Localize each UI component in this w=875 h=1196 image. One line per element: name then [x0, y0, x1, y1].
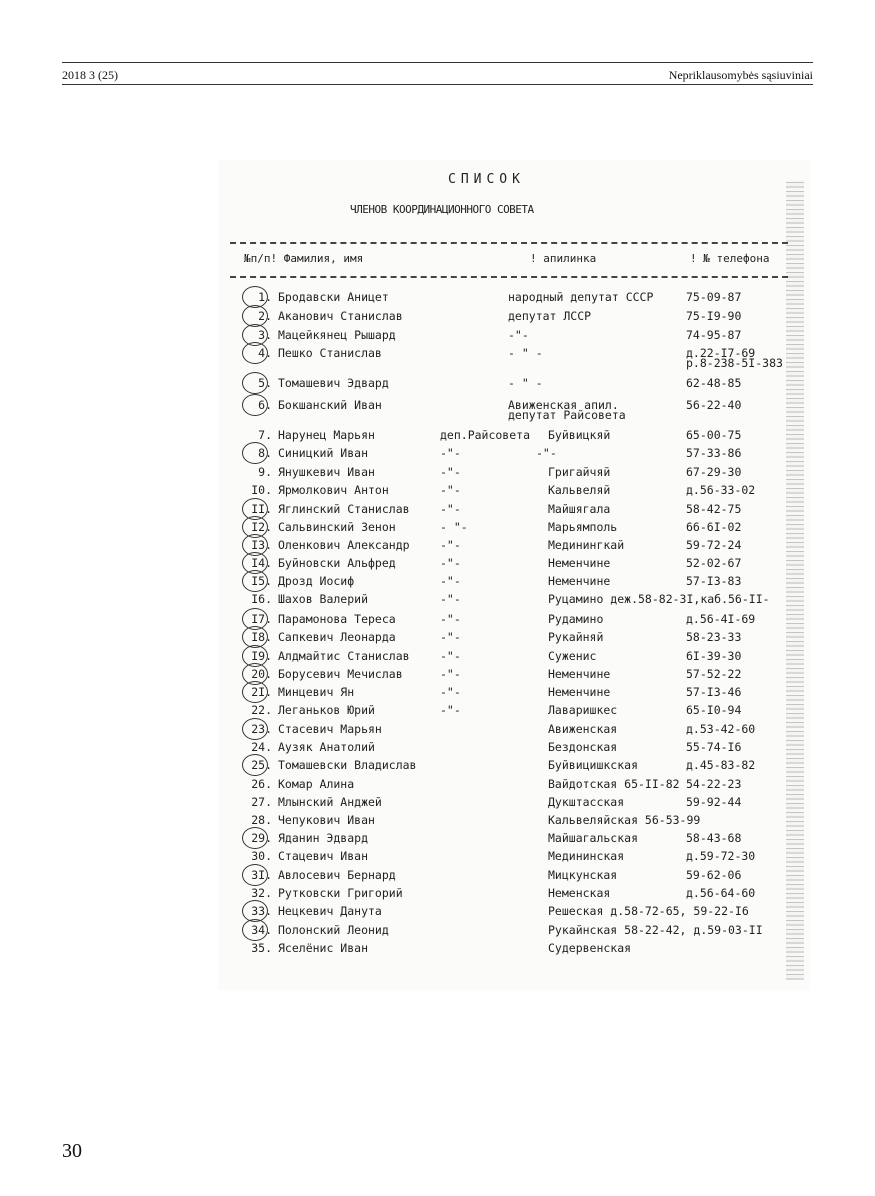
member-name: Яглинский Станислав	[278, 502, 410, 516]
member-name: Парамонова Тереса	[278, 612, 396, 626]
row-phone: 75-I9-90	[686, 309, 742, 323]
member-name: Ярмолкович Антон	[278, 483, 389, 497]
row-phone: д.22-I7-69	[686, 346, 756, 360]
member-name: Янушкевич Иван	[278, 465, 375, 479]
header-top-rule	[62, 62, 813, 63]
row-phone: 65-I0-94	[686, 703, 742, 717]
row-apilinka: Судервенская	[548, 941, 632, 955]
list-item	[218, 849, 810, 867]
list-item	[218, 428, 810, 446]
list-item	[218, 520, 810, 538]
row-apilinka: Неменская	[548, 886, 611, 900]
row-number: 22.	[251, 703, 272, 717]
row-number: 2I.	[251, 685, 272, 699]
row-number: I0.	[251, 483, 272, 497]
list-item	[218, 868, 810, 886]
row-phone: 6I-39-30	[686, 649, 742, 663]
row-apilinka: Марьямполь	[548, 520, 618, 534]
row-phone: 59-72-24	[686, 538, 742, 552]
row-status: - " -	[508, 376, 543, 390]
member-name: Аузяк Анатолий	[278, 740, 375, 754]
row-phone: 54-22-23	[686, 777, 742, 791]
row-status: -"-	[440, 446, 461, 460]
row-phone: д.59-72-30	[686, 849, 756, 863]
member-name: Бродавски Аницет	[278, 290, 389, 304]
row-apilinka: Буйвицкяй	[548, 428, 611, 442]
row-apilinka: Бездонская	[548, 740, 618, 754]
list-item	[218, 556, 810, 574]
row-status: -"-	[440, 630, 461, 644]
list-item	[218, 630, 810, 648]
row-apilinka: Мединингкай	[548, 538, 625, 552]
row-number: 32.	[251, 886, 272, 900]
row-status: -"-	[440, 465, 461, 479]
row-apilinka: Неменчине	[548, 685, 611, 699]
row-apilinka: Неменчине	[548, 556, 611, 570]
row-phone: 55-74-I6	[686, 740, 742, 754]
row-number: 7.	[258, 428, 272, 442]
member-name: Нарунец Марьян	[278, 428, 375, 442]
row-apilinka: Неменчине	[548, 574, 611, 588]
row-phone: д.56-4I-69	[686, 612, 756, 626]
row-status: -"-	[440, 649, 461, 663]
row-status: -"-	[440, 574, 461, 588]
row-apilinka: Медининская	[548, 849, 625, 863]
row-status: -"-	[440, 502, 461, 516]
list-item	[218, 777, 810, 795]
member-name: Томашевски Владислав	[278, 758, 417, 772]
column-header-apilinka: ! апилинка	[530, 252, 597, 265]
row-phone: 52-02-67	[686, 556, 742, 570]
row-phone: 58-43-68	[686, 831, 742, 845]
member-name: Бокшанский Иван	[278, 398, 382, 412]
list-item	[218, 904, 810, 922]
row-status: -"-	[440, 612, 461, 626]
row-number: 2.	[258, 309, 272, 323]
member-name: Комар Алина	[278, 777, 355, 791]
list-item	[218, 328, 810, 346]
member-name: Сальвинский Зенон	[278, 520, 396, 534]
row-phone: 57-52-22	[686, 667, 742, 681]
list-item	[218, 574, 810, 592]
list-item	[218, 502, 810, 520]
member-name: Алдмайтис Станислав	[278, 649, 410, 663]
member-name: Леганьков Юрий	[278, 703, 375, 717]
list-item	[218, 649, 810, 667]
row-status: -"-	[440, 483, 461, 497]
row-number: 5.	[258, 376, 272, 390]
member-name: Полонский Леонид	[278, 923, 389, 937]
member-name: Яселёнис Иван	[278, 941, 369, 955]
list-item	[218, 831, 810, 849]
row-status: депутат ЛССР	[508, 309, 592, 323]
member-name: Стацевич Иван	[278, 849, 369, 863]
row-status: - "-	[440, 520, 468, 534]
row-status: -"-	[440, 703, 461, 717]
list-item	[218, 376, 810, 394]
list-item	[218, 309, 810, 327]
row-status: -"-	[440, 538, 461, 552]
row-status: народный депутат СССР	[508, 290, 654, 304]
row-number: 28.	[251, 813, 272, 827]
list-item	[218, 538, 810, 556]
row-number: 27.	[251, 795, 272, 809]
row-status: -"-	[440, 592, 461, 606]
row-number: 6.	[258, 398, 272, 412]
row-number: II.	[251, 502, 272, 516]
row-number: 33.	[251, 904, 272, 918]
row-number: I9.	[251, 649, 272, 663]
list-item	[218, 398, 810, 422]
row-phone: 75-09-87	[686, 290, 742, 304]
member-name: Пешко Станислав	[278, 346, 382, 360]
list-item	[218, 612, 810, 630]
page-number: 30	[62, 1140, 82, 1162]
row-status: -"-	[440, 667, 461, 681]
member-name: Буйновски Альфред	[278, 556, 396, 570]
row-number: I3.	[251, 538, 272, 552]
row-apilinka: Суженис	[548, 649, 597, 663]
column-header-name: №п/п! Фамилия, имя	[244, 252, 364, 265]
row-apilinka: Рудамино	[548, 612, 604, 626]
row-apilinka: Кальвеляй	[548, 483, 611, 497]
row-phone: 59-92-44	[686, 795, 742, 809]
row-apilinka: Руцамино деж.58-82-3I,каб.56-II-	[548, 592, 770, 606]
row-status: -"-	[440, 556, 461, 570]
member-name: Аканович Станислав	[278, 309, 403, 323]
row-phone: 56-22-40	[686, 398, 742, 412]
member-name: Рутковски Григорий	[278, 886, 403, 900]
journal-title: Nepriklausomybės sąsiuviniai	[668, 68, 813, 82]
row-phone: 57-I3-83	[686, 574, 742, 588]
member-name: Сапкевич Леонарда	[278, 630, 396, 644]
list-item	[218, 592, 810, 610]
row-status: -"-	[440, 685, 461, 699]
row-phone: д.45-83-82	[686, 758, 756, 772]
member-name: Чепукович Иван	[278, 813, 375, 827]
row-number: 25.	[251, 758, 272, 772]
row-phone: д.56-33-02	[686, 483, 756, 497]
list-item	[218, 795, 810, 813]
column-header-phone: ! № телефона	[690, 252, 770, 265]
row-apilinka: Рукайнская 58-22-42, д.59-03-II	[548, 923, 763, 937]
row-number: 26.	[251, 777, 272, 791]
table-header-rule	[230, 276, 788, 278]
list-item	[218, 886, 810, 904]
row-number: I7.	[251, 612, 272, 626]
list-item	[218, 923, 810, 941]
row-apilinka: -"-	[536, 446, 557, 460]
document-subtitle: ЧЛЕНОВ КООРДИНАЦИОННОГО СОВЕТА	[350, 203, 534, 216]
row-number: 8.	[258, 446, 272, 460]
row-apilinka: Буйвицишкская	[548, 758, 639, 772]
row-phone: 67-29-30	[686, 465, 742, 479]
member-name: Стасевич Марьян	[278, 722, 382, 736]
member-name: Млынский Анджей	[278, 795, 382, 809]
member-name: Нецкевич Данута	[278, 904, 382, 918]
row-number: 24.	[251, 740, 272, 754]
row-phone: 59-62-06	[686, 868, 742, 882]
row-apilinka: Авиженская	[548, 722, 618, 736]
row-apilinka: Кальвеляйская 56-53-99	[548, 813, 701, 827]
row-number: 29.	[251, 831, 272, 845]
issue-label: 2018 3 (25)	[62, 68, 118, 82]
member-name: Томашевич Эдвард	[278, 376, 389, 390]
list-item	[218, 290, 810, 308]
row-apilinka: Лаваришкес	[548, 703, 618, 717]
row-number: I2.	[251, 520, 272, 534]
list-item	[218, 813, 810, 831]
member-name: Яданин Эдвард	[278, 831, 369, 845]
scanned-document	[218, 160, 810, 990]
row-phone: 58-23-33	[686, 630, 742, 644]
document-title: СПИСОК	[448, 172, 525, 187]
row-phone: 57-I3-46	[686, 685, 742, 699]
row-apilinka: Неменчине	[548, 667, 611, 681]
row-number: 3I.	[251, 868, 272, 882]
row-phone: 65-00-75	[686, 428, 742, 442]
row-apilinka: Григайчяй	[548, 465, 611, 479]
header-bottom-rule	[62, 84, 813, 85]
list-item	[218, 446, 810, 464]
row-number: 23.	[251, 722, 272, 736]
row-apilinka: Мицкунская	[548, 868, 618, 882]
row-phone: 57-33-86	[686, 446, 742, 460]
list-item	[218, 941, 810, 959]
row-number: 20.	[251, 667, 272, 681]
row-number: I8.	[251, 630, 272, 644]
list-item	[218, 758, 810, 776]
row-apilinka: Майшагальская	[548, 831, 639, 845]
row-number: I4.	[251, 556, 272, 570]
list-item	[218, 703, 810, 721]
row-number: 9.	[258, 465, 272, 479]
member-name: Синицкий Иван	[278, 446, 369, 460]
row-phone: 62-48-85	[686, 376, 742, 390]
list-item	[218, 346, 810, 370]
row-phone: д.53-42-60	[686, 722, 756, 736]
list-item	[218, 483, 810, 501]
row-status: деп.Райсовета	[440, 428, 531, 442]
row-number: 4.	[258, 346, 272, 360]
row-status: Авиженская апил.	[508, 398, 619, 412]
row-apilinka: Дукштасская	[548, 795, 625, 809]
table-top-rule	[230, 242, 788, 244]
row-phone: 58-42-75	[686, 502, 742, 516]
member-name: Шахов Валерий	[278, 592, 369, 606]
row-status: -"-	[508, 328, 529, 342]
list-item	[218, 465, 810, 483]
row-apilinka: Решеская д.58-72-65, 59-22-I6	[548, 904, 749, 918]
member-name: Оленкович Александр	[278, 538, 410, 552]
member-name: Борусевич Мечислав	[278, 667, 403, 681]
row-number: 35.	[251, 941, 272, 955]
member-name: Минцевич Ян	[278, 685, 355, 699]
list-item	[218, 685, 810, 703]
row-number: 1.	[258, 290, 272, 304]
row-status: - " -	[508, 346, 543, 360]
row-phone: 74-95-87	[686, 328, 742, 342]
row-status-line2: депутат Райсовета	[508, 408, 626, 422]
row-apilinka: Вайдотская 65-II-82	[548, 777, 680, 791]
member-name: Дрозд Иосиф	[278, 574, 355, 588]
row-phone: 66-6I-02	[686, 520, 742, 534]
member-name: Мацейкянец Рышард	[278, 328, 396, 342]
list-item	[218, 722, 810, 740]
row-apilinka: Майшягала	[548, 502, 611, 516]
row-apilinka: Рукайняй	[548, 630, 604, 644]
member-name: Авлосевич Бернард	[278, 868, 396, 882]
list-item	[218, 667, 810, 685]
row-number: 3.	[258, 328, 272, 342]
row-number: 30.	[251, 849, 272, 863]
row-number: 34.	[251, 923, 272, 937]
row-phone: д.56-64-60	[686, 886, 756, 900]
row-number: I6.	[251, 592, 272, 606]
list-item	[218, 740, 810, 758]
row-phone-line2: р.8-238-5I-383	[686, 356, 783, 370]
row-number: I5.	[251, 574, 272, 588]
